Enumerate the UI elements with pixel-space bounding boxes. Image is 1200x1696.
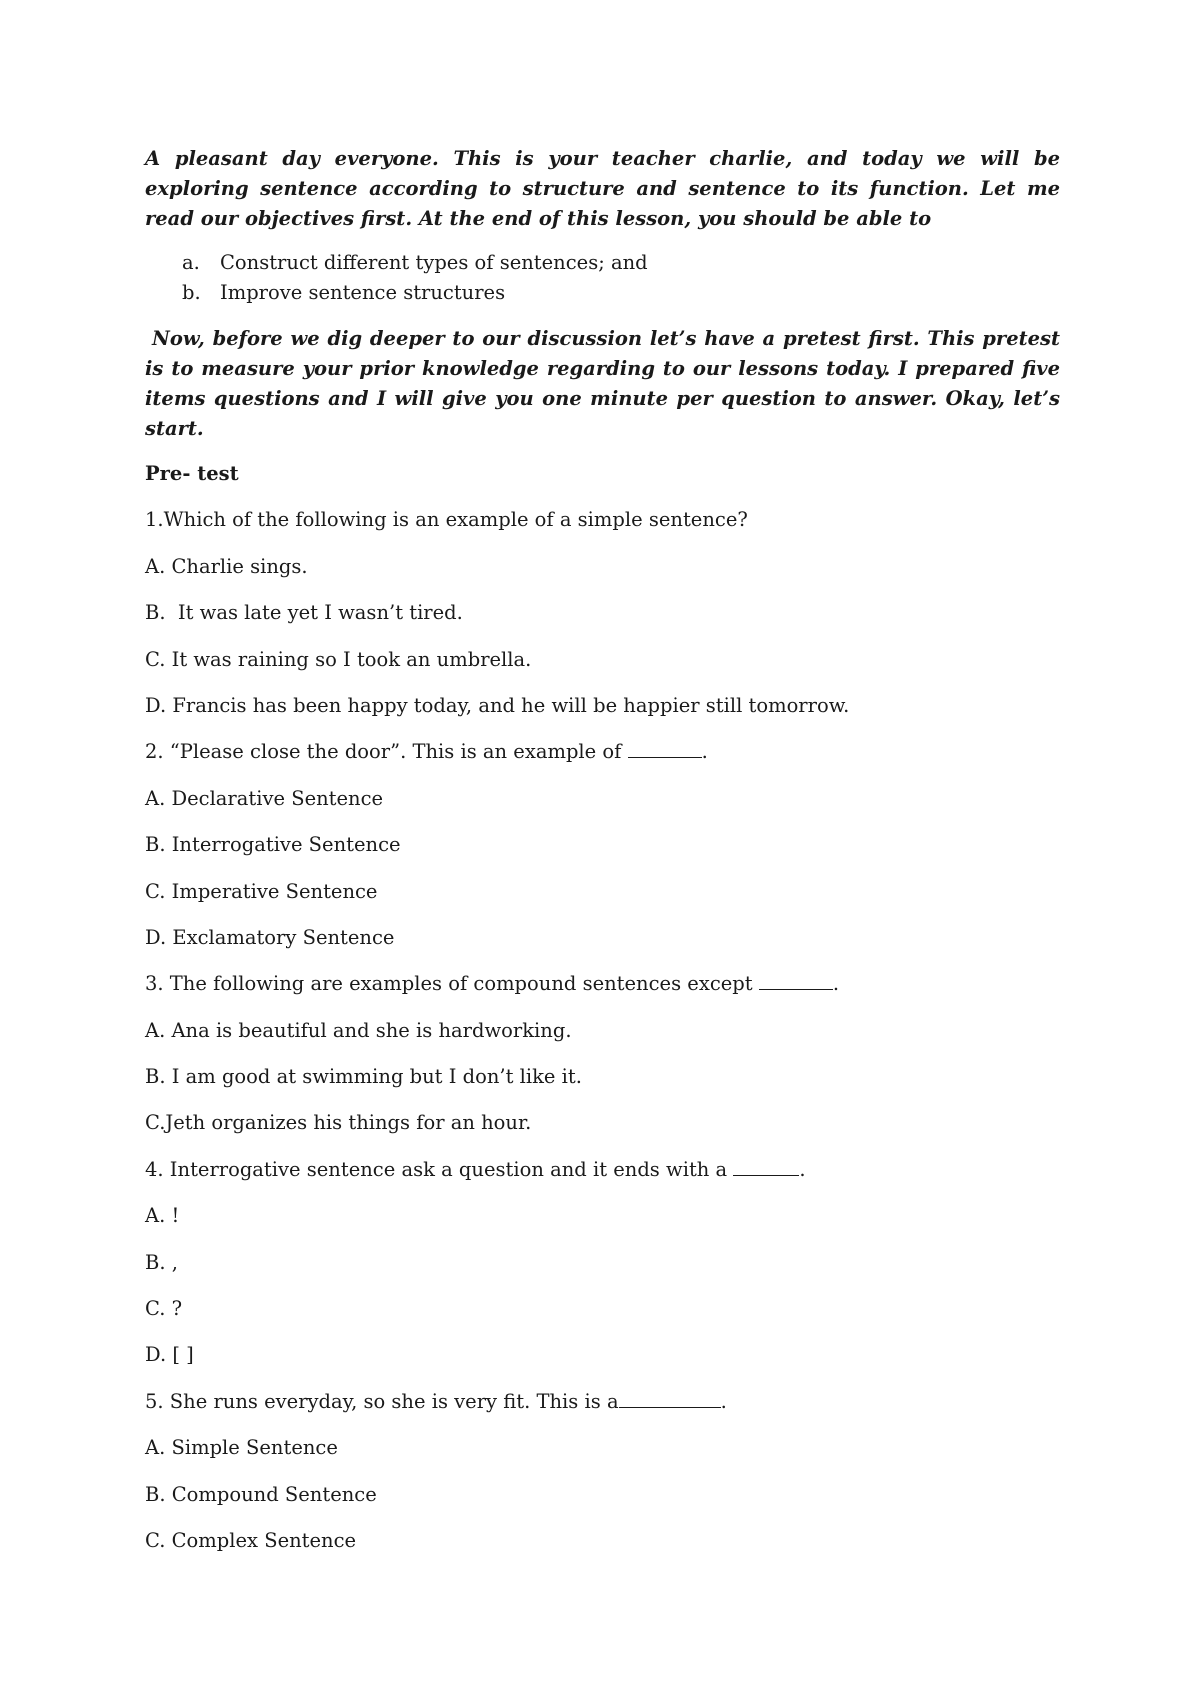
question-3-prompt xyxy=(145,969,1060,999)
question-4-prompt-end: . xyxy=(799,1157,806,1181)
question-2-choice-c: C. Imperative Sentence xyxy=(145,879,378,903)
question-3-choice-b: B. I am good at swimming but I don’t like it. xyxy=(145,1065,582,1089)
objective-item xyxy=(145,278,1060,308)
question-1-choice-a: A. Charlie sings. xyxy=(145,554,308,578)
question-3-prompt-end: . xyxy=(832,972,840,996)
question-2-choice-d: D. Exclamatory Sentence xyxy=(145,925,395,949)
pretest-heading: Pre- test xyxy=(145,462,239,485)
objective-marker: a. xyxy=(182,251,200,274)
question-5-prompt xyxy=(145,1387,1060,1417)
question-2-choice-a: A. Declarative Sentence xyxy=(145,786,384,810)
question-2-prompt-end: . xyxy=(701,740,708,764)
question-2-prompt xyxy=(145,737,1060,767)
question-1-choice-b: B. It was late yet I wasn’t tired. xyxy=(145,601,463,625)
question-2-prompt-text: 2. “Please close the door”. This is an example of xyxy=(145,740,628,764)
document-page xyxy=(145,144,1060,1556)
question-3-prompt-text: 3. The following are examples of compound sentences except xyxy=(145,972,759,996)
question-4-prompt-text: 4. Interrogative sentence ask a question and it ends with a xyxy=(145,1157,734,1181)
question-4-choice-d: D. [ ] xyxy=(145,1343,194,1367)
question-2-choice-b: B. Interrogative Sentence xyxy=(145,833,401,857)
question-5-prompt-text: 5. She runs everyday, so she is very fit. This is a xyxy=(145,1389,619,1413)
objective-item xyxy=(145,248,1060,278)
question-4-choice-b: B. , xyxy=(145,1250,178,1274)
answer-blank xyxy=(733,1157,799,1176)
pretest-intro-paragraph: Now, before we dig deeper to our discussion let’s have a pretest first. This pretest is to measure your prior knowledge regarding to our lessons today. I prepared five items questions and I will give you one minute per question to answer. Okay, let’s start. xyxy=(145,327,1060,440)
question-4-choice-a: A. ! xyxy=(145,1204,180,1228)
question-4-choice-c: C. ? xyxy=(145,1297,183,1321)
intro-paragraph: A pleasant day everyone. This is your teacher charlie, and today we will be exploring sentence according to structure and sentence to its function. Let me read our objectives first. At the end of this lesson, you should be able to xyxy=(145,147,1060,230)
question-5-prompt-end: . xyxy=(720,1389,727,1413)
objective-text: Improve sentence structures xyxy=(220,281,506,304)
question-3-choice-a: A. Ana is beautiful and she is hardworking. xyxy=(145,1018,572,1042)
question-5-choice-c: C. Complex Sentence xyxy=(145,1528,357,1552)
objective-text: Construct different types of sentences; and xyxy=(220,251,648,274)
question-1-choice-d: D. Francis has been happy today, and he will be happier still tomorrow. xyxy=(145,693,850,717)
question-4-prompt xyxy=(145,1155,1060,1185)
answer-blank xyxy=(619,1389,721,1408)
answer-blank xyxy=(759,971,833,990)
question-3-choice-c: C.Jeth organizes his things for an hour. xyxy=(145,1111,532,1135)
question-1-prompt: 1.Which of the following is an example of a simple sentence? xyxy=(145,508,748,532)
objective-marker: b. xyxy=(182,281,201,304)
answer-blank xyxy=(628,739,702,758)
question-1-choice-c: C. It was raining so I took an umbrella. xyxy=(145,647,532,671)
objectives-list xyxy=(145,248,1060,308)
question-5-choice-b: B. Compound Sentence xyxy=(145,1482,377,1506)
question-5-choice-a: A. Simple Sentence xyxy=(145,1436,338,1460)
